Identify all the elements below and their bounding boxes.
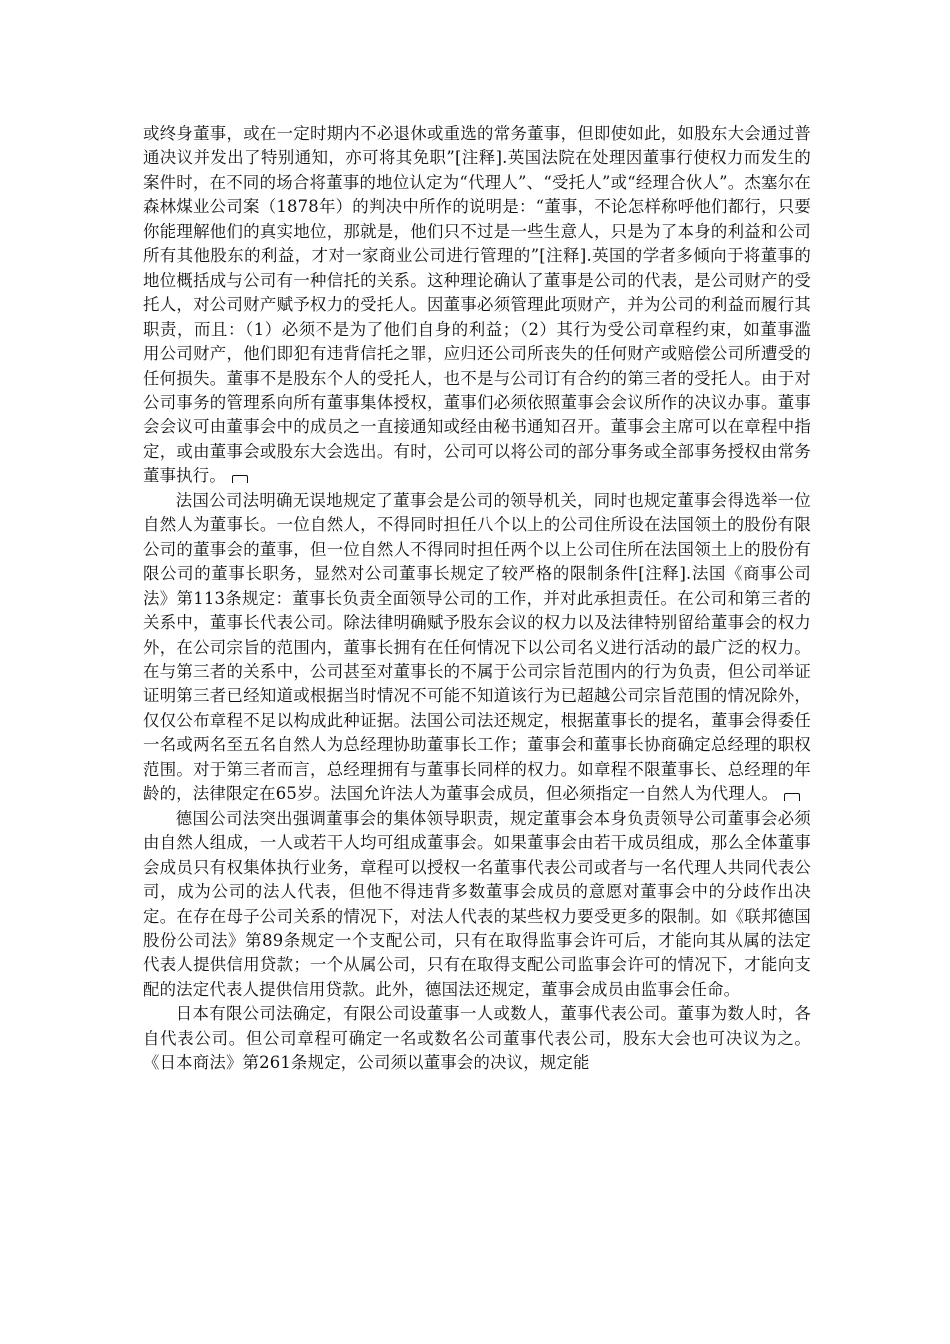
paragraph-1-text: 或终身董事，或在一定时期内不必退休或重选的常务董事，但即使如此，如股东大会通过普通决议并发出了特别通知，亦可将其免职”[注释].英国法院在处理因董事行使权力而发生的案件时，在不同的场合将董事的地位认定为“代理人”、“受托人”或“经理合伙人”。杰塞尔在森林煤业公司案（1878年）的判决中所作的说明是：“董事，不论怎样称呼他们都行，只要你能理解他们的真实地位，那就是，他们只不过是一些生意人，只是为了本身的利益和公司所有其他股东的利益，才对一家商业公司进行管理的”[注释].英国的学者多倾向于将董事的地位概括成与公司有一种信托的关系。这种理论确认了董事是公司的代表，是公司财产的受托人，对公司财产赋予权力的受托人。因董事必须管理此项财产，并为公司的利益而履行其职责，而且：（1）必须不是为了他们自身的利益；（2）其行为受公司章程约束，如董事滥用公司财产，他们即犯有违背信托之罪，应归还公司所丧失的任何财产或赔偿公司所遭受的任何损失。董事不是股东个人的受托人，也不是与公司订有合约的第三者的受托人。由于对公司事务的管理系向所有董事集体授权，董事们必须依照董事会会议所作的决议办事。董事会会议可由董事会中的成员之一直接通知或经由秘书通知召开。董事会主席可以在章程中指定，或由董事会或股东大会选出。有时，公司可以将公司的部分事务或全部事务授权由常务董事执行。 xyxy=(143,124,811,486)
paragraph-2 xyxy=(143,489,811,807)
paragraph-end-mark-icon xyxy=(784,793,800,801)
paragraph-1 xyxy=(143,122,811,489)
paragraph-end-mark-icon xyxy=(232,475,248,483)
paragraph-3 xyxy=(143,807,811,1003)
paragraph-3-text: 德国公司法突出强调董事会的集体领导职责，规定董事会本身负责领导公司董事会必须由自然人组成，一人或若干人均可组成董事会。如果董事会由若干成员组成，那么全体董事会成员只有权集体执行业务，章程可以授权一名董事代表公司或者与一名代理人共同代表公司，成为公司的法人代表，但他不得违背多数董事会成员的意愿对董事会中的分歧作出决定。在存在母子公司关系的情况下，对法人代表的某些权力要受更多的限制。如《联邦德国股份公司法》第89条规定一个支配公司，只有在取得监事会许可后，才能向其从属的法定代表人提供信用贷款；一个从属公司，只有在取得支配公司监事会许可的情况下，才能向支配的法定代表人提供信用贷款。此外，德国法还规定，董事会成员由监事会任命。 xyxy=(143,808,811,999)
paragraph-4 xyxy=(143,1002,811,1075)
paragraph-2-text: 法国公司法明确无误地规定了董事会是公司的领导机关，同时也规定董事会得选举一位自然人为董事长。一位自然人，不得同时担任八个以上的公司住所设在法国领土的股份有限公司的董事会的董事，但一位自然人不得同时担任两个以上公司住所在法国领土上的股份有限公司的董事长职务，显然对公司董事长规定了较严格的限制条件[注释].法国《商事公司法》第113条规定：董事长负责全面领导公司的工作，并对此承担责任。在公司和第三者的关系中，董事长代表公司。除法律明确赋予股东会议的权力以及法律特别留给董事会的权力外，在公司宗旨的范围内，董事长拥有在任何情况下以公司名义进行活动的最广泛的权力。在与第三者的关系中，公司甚至对董事长的不属于公司宗旨范围内的行为负责，但公司举证证明第三者已经知道或根据当时情况不可能不知道该行为已超越公司宗旨范围的情况除外，仅仅公布章程不足以构成此种证据。法国公司法还规定，根据董事长的提名，董事会得委任一名或两名至五名自然人为总经理协助董事长工作；董事会和董事长协商确定总经理的职权范围。对于第三者而言，总经理拥有与董事长同样的权力。如章程不限董事长、总经理的年龄的，法律限定在65岁。法国允许法人为董事会成员，但必须指定一自然人为代理人。 xyxy=(143,490,811,804)
document-body xyxy=(143,122,811,1076)
paragraph-4-text: 日本有限公司法确定，有限公司设董事一人或数人，董事代表公司。董事为数人时，各自代表公司。但公司章程可确定一名或数名公司董事代表公司，股东大会也可决议为之。《日本商法》第261条规定，公司须以董事会的决议，规定能 xyxy=(143,1004,811,1073)
